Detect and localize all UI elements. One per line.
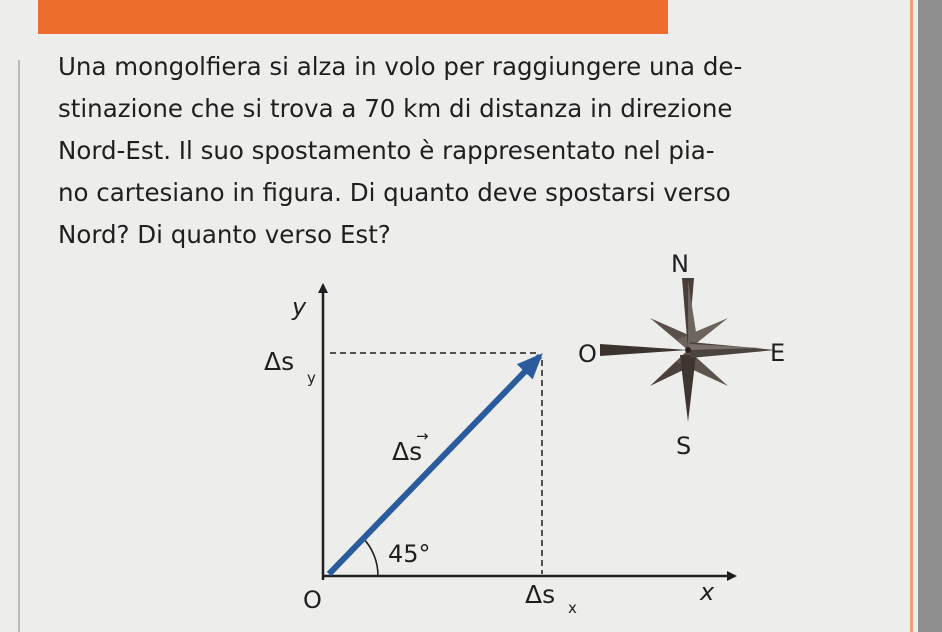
delta-s-x-subscript: x — [568, 599, 577, 617]
vector-arrow-symbol: → — [416, 427, 429, 445]
y-axis-label: y — [292, 293, 307, 321]
compass-west-label: O — [578, 340, 597, 368]
delta-s-x-label: Δs — [525, 580, 556, 609]
problem-line: Nord? Di quanto verso Est? — [58, 220, 391, 249]
problem-line: Una mongolfiera si alza in volo per raggiungere una de- — [58, 52, 743, 81]
origin-label: O — [303, 586, 322, 614]
compass-rose-icon — [600, 278, 776, 422]
compass-south-label: S — [676, 432, 692, 460]
problem-line: Nord-Est. Il suo spostamento è rappresentato nel pia- — [58, 136, 715, 165]
compass-north-label: N — [671, 250, 689, 278]
x-axis-label: x — [700, 578, 715, 606]
displacement-vector — [329, 356, 540, 574]
problem-line: no cartesiano in figura. Di quanto deve spostarsi verso — [58, 178, 731, 207]
angle-label: 45° — [388, 540, 431, 568]
vector-label: Δs — [392, 437, 423, 466]
compass-east-label: E — [770, 339, 786, 367]
delta-s-y-subscript: y — [307, 369, 316, 387]
delta-s-y-label: Δs — [264, 347, 295, 376]
problem-line: stinazione che si trova a 70 km di distanza in direzione — [58, 94, 733, 123]
angle-arc — [362, 537, 378, 576]
